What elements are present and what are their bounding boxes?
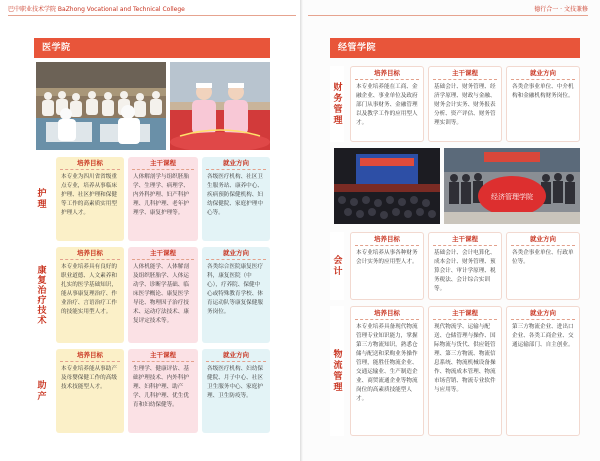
photo-stage-event: [334, 148, 440, 224]
program-row-midwifery: [34, 349, 270, 433]
courses-text: 生理学、健康评估、基础护理技术、内外科护理、妇科护理、助产学、儿科护理、优生优育和妇幼保健等。: [133, 366, 189, 408]
program-row-accounting: [330, 232, 580, 300]
program-label-rehab: 康复治疗技术: [34, 247, 48, 343]
goal-heading: 培养目标: [60, 247, 120, 260]
goal-text: 本专业培养具有良好的职业道德、人文素养和扎实的医学基础知识，能从事康复理治疗、作业治疗、言语治疗工作的技能实用型人才。: [61, 264, 117, 315]
program-row-logistics: [330, 306, 580, 436]
goal-text: 本专业培养具备现代物流管理专业知识能力，掌握第三方物流知识，熟悉仓储与配送和采购业务操作管理，能胜任物流企业、交通运输业、生产制造企业、商贸流通企业等物流岗位的高素质技能型人才。: [356, 324, 418, 402]
goal-heading: 培养目标: [60, 349, 120, 362]
courses-column: [428, 306, 502, 436]
employment-heading: 就业方向: [206, 157, 266, 170]
goal-heading: 培养目标: [355, 67, 419, 80]
employment-heading: 就业方向: [206, 247, 266, 260]
running-head-right: 德行合一 · 文技兼修: [534, 6, 588, 13]
employment-heading: 就业方向: [511, 233, 575, 246]
goal-column: [350, 232, 424, 300]
goal-column: [56, 247, 124, 343]
photo-group-flag: [444, 148, 580, 224]
employment-heading: 就业方向: [206, 349, 266, 362]
goal-text: 本专业培养能从事助产及母婴保健工作的高级技术技能型人才。: [61, 366, 117, 390]
courses-column: [128, 349, 198, 433]
program-label-accounting: 会计: [330, 232, 344, 300]
employment-text: 各类综合医院康复医疗科，康复医院（中心），疗养院、保健中心或特殊教育学校、体育运动队等康复保健服务岗位。: [207, 264, 263, 315]
courses-heading: 主干课程: [433, 233, 497, 246]
goal-column: [350, 306, 424, 436]
right-page: [300, 0, 600, 461]
employment-column: [202, 247, 270, 343]
courses-text: 现代物流学、运输与配送、仓储管理与操作、国际物流与货代、供应链管理、第三方物流、物流信息系统、物流机械设备操作、物流成本管理、物流市场营销、物流专业软件与应用等。: [434, 324, 496, 393]
program-row-finance: [330, 66, 580, 142]
courses-column: [128, 247, 198, 343]
employment-column: [202, 157, 270, 241]
courses-text: 基础会计、财务管理、经济学原理、财政与金融、财务会计实务、财务报表分析、资产评估、财务管理实训等。: [434, 84, 496, 126]
employment-text: 各类企事业单位、中介机构和金融机构财务岗位。: [512, 84, 574, 99]
program-label-finance: 财务管理: [330, 66, 344, 142]
employment-column: [506, 66, 580, 142]
running-head-left: 巴中职业技术学院 BaZhong Vocational and Technical College: [8, 6, 185, 13]
flag-text: 经济管理学院: [491, 193, 533, 201]
courses-heading: 主干课程: [433, 67, 497, 80]
program-row-nursing: [34, 157, 270, 241]
courses-text: 人体机能学、人体解剖及组织胚胎学、人体运动学、诊断学基础、临床医学概论、康复医学导论、物理因子治疗技术、运动疗法技术、康复评定技术等。: [133, 264, 189, 324]
employment-text: 各级医疗机构、社区卫生服务站、康养中心、疾病预防保健机构、妇幼保健院、家庭护理中心等。: [207, 174, 263, 216]
program-label-logistics: 物流管理: [330, 306, 344, 436]
header-rule-right: [308, 15, 588, 16]
employment-column: [506, 232, 580, 300]
courses-column: [128, 157, 198, 241]
section-title-economics: 经管学院: [330, 38, 580, 58]
program-label-midwifery: 助产: [34, 349, 48, 433]
courses-heading: 主干课程: [433, 307, 497, 320]
goal-text: 本专业为四川省省级重点专业，培养从事临床护理、社区护理和保健等工作的高素质实用型护理人才。: [61, 174, 117, 216]
goal-heading: 培养目标: [355, 233, 419, 246]
courses-column: [428, 66, 502, 142]
courses-heading: 主干课程: [132, 349, 194, 362]
goal-heading: 培养目标: [60, 157, 120, 170]
goal-column: [56, 349, 124, 433]
employment-text: 各级医疗机构、妇幼保健院、月子中心、社区卫生服务中心、家庭护理、卫生防疫等。: [207, 366, 263, 399]
employment-column: [202, 349, 270, 433]
employment-heading: 就业方向: [511, 67, 575, 80]
photo-two-nurses: [170, 62, 270, 150]
section-title-medical: 医学院: [34, 38, 270, 58]
goal-heading: 培养目标: [355, 307, 419, 320]
courses-text: 人体解剖学与组织胚胎学、生理学、病理学、内外科护理、妇产科护理、儿科护理、老年护理学、康复护理等。: [133, 174, 189, 216]
courses-heading: 主干课程: [132, 247, 194, 260]
courses-column: [428, 232, 502, 300]
employment-column: [506, 306, 580, 436]
goal-text: 本专业培养从事各种财务会计实务的应用型人才。: [356, 250, 418, 265]
program-row-rehab: [34, 247, 270, 343]
courses-heading: 主干课程: [132, 157, 194, 170]
header-rule-left: [8, 15, 296, 16]
photo-nursing-practice: [36, 62, 166, 150]
employment-text: 第三方物流企业、进出口企业、各类工商企业、交通运输部门、自主创业。: [512, 324, 574, 348]
goal-column: [350, 66, 424, 142]
courses-text: 基础会计、会计电算化、成本会计、财务管理、预算会计、审计学原理、税务税法、会计综合实训等。: [434, 250, 496, 292]
program-label-nursing: 护理: [34, 157, 48, 241]
employment-text: 各类企事业单位、行政单位等。: [512, 250, 574, 265]
goal-text: 本专业培养能在工商、金融企业、事业单位及政府部门从事财务、金融管理以及教学工作的应用型人才。: [356, 84, 418, 126]
goal-column: [56, 157, 124, 241]
employment-heading: 就业方向: [511, 307, 575, 320]
